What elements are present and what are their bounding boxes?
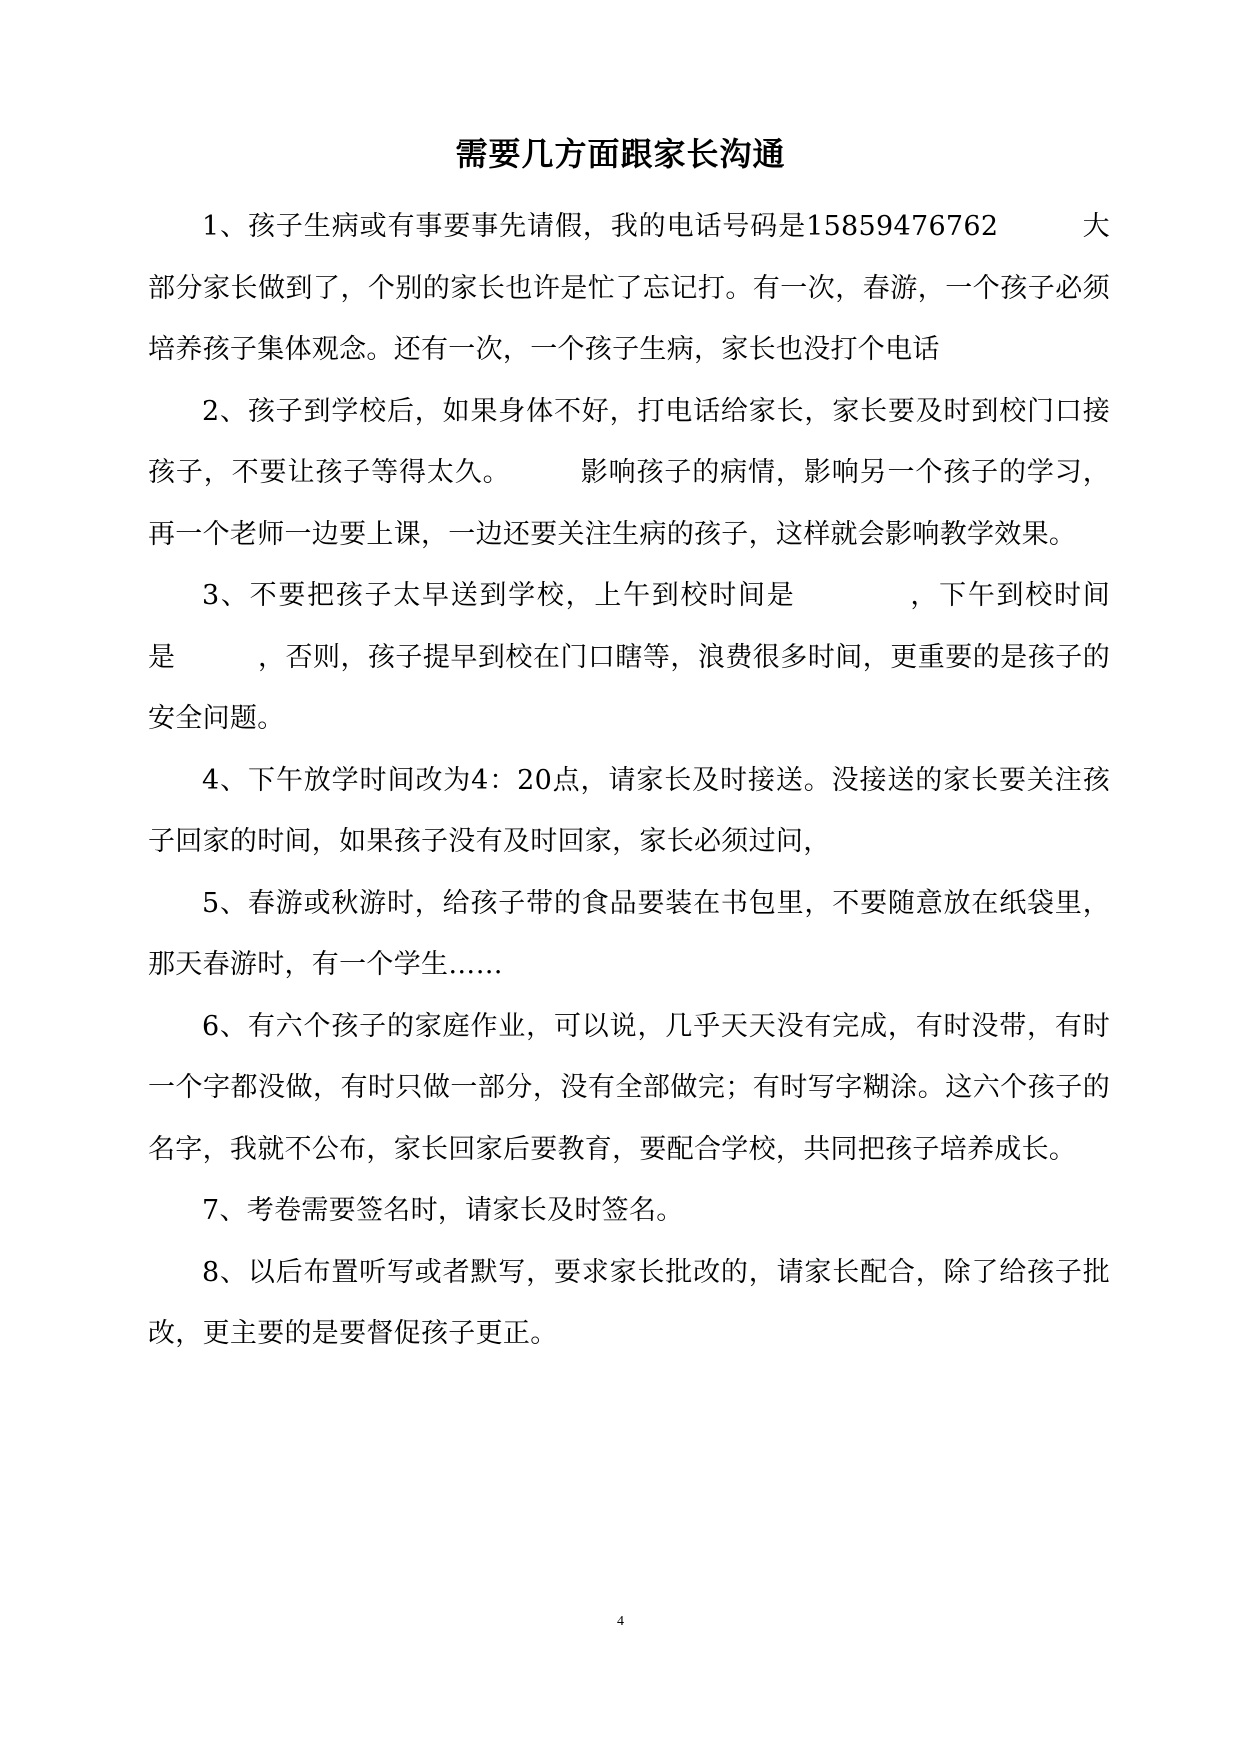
paragraph-7: 7、考卷需要签名时，请家长及时签名。 bbox=[202, 1195, 684, 1226]
paragraph-6: 6、有六个孩子的家庭作业，可以说，几乎天天没有完成，有时没带，有时一个字都没做，有时只做一部分，没有全部做完；有时写字糊涂。这六个孩子的名字，我就不公布，家长回家后要教育，要配合学校，共同把孩子培养成长。 bbox=[148, 1010, 1110, 1165]
paragraph-4: 4、下午放学时间改为4：20点，请家长及时接送。没接送的家长要关注孩子回家的时间，如果孩子没有及时回家，家长必须过问， bbox=[148, 764, 1110, 857]
paragraph-3: 3、不要把孩子太早送到学校，上午到校时间是 ，下午到校时间是 ，否则，孩子提早到校在门口瞎等，浪费很多时间，更重要的是孩子的安全问题。 bbox=[148, 580, 1110, 734]
paragraph-8: 8、以后布置听写或者默写，要求家长批改的，请家长配合，除了给孩子批改，更主要的是要督促孩子更正。 bbox=[148, 1256, 1110, 1349]
document-body bbox=[148, 196, 1110, 1365]
paragraph-5: 5、春游或秋游时，给孩子带的食品要装在书包里，不要随意放在纸袋里，那天春游时，有一个学生…… bbox=[148, 887, 1110, 980]
paragraph-2: 2、孩子到学校后，如果身体不好，打电话给家长，家长要及时到校门口接孩子，不要让孩子等得太久。 影响孩子的病情，影响另一个孩子的学习，再一个老师一边要上课，一边还要关注生病的孩子，这样就会影响教学效果。 bbox=[148, 395, 1110, 550]
paragraph-1: 1、孩子生病或有事要事先请假，我的电话号码是15859476762 大部分家长做到了，个别的家长也许是忙了忘记打。有一次，春游，一个孩子必须培养孩子集体观念。还有一次，一个孩子生病，家长也没打个电话 bbox=[148, 211, 1110, 365]
document-title: 需要几方面跟家长沟通 bbox=[455, 135, 786, 173]
page-number: 4 bbox=[617, 1614, 624, 1629]
